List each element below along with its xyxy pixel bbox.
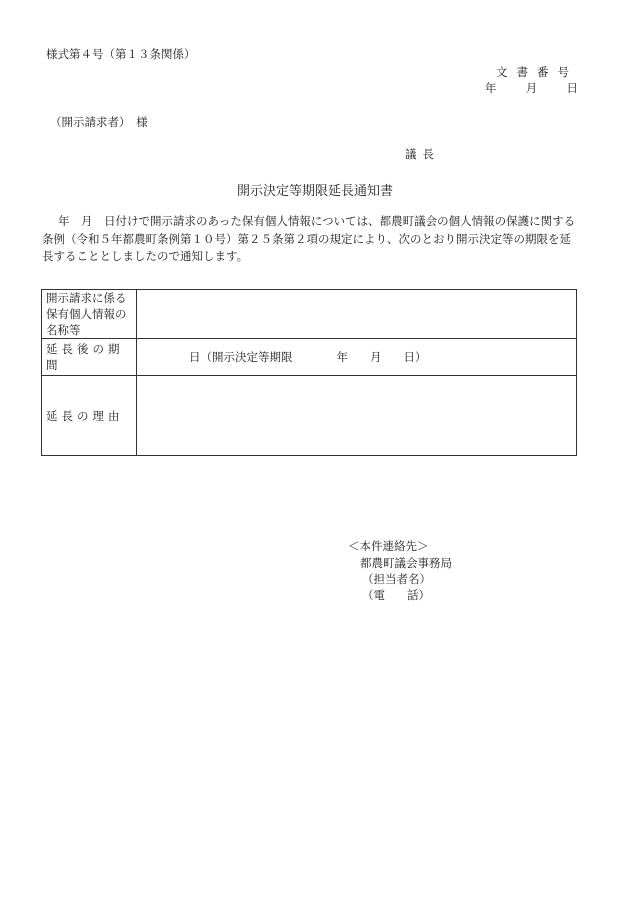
- document-number: 文書番号: [496, 65, 578, 79]
- table-row: [42, 376, 577, 456]
- contact-heading: ＜本件連絡先＞: [348, 539, 429, 553]
- chairperson-sender: 議長: [405, 147, 440, 161]
- notice-body: 年 月 日付けで開示請求のあった保有個人情報については、都農町議会の個人情報の保護に関する条例（令和５年都農町条例第１０号）第２５条第２項の規定により、次のとおり開示決定等の期限を延長することとしましたので通知します。: [42, 214, 576, 263]
- extension-reason-label: 延長の理由: [42, 376, 137, 456]
- extension-period-value: [137, 339, 577, 376]
- extension-period-label: 延長後の期間: [42, 339, 137, 376]
- phone-open: （電: [362, 588, 385, 602]
- table-row: [42, 290, 577, 339]
- period-date-close: 日）: [403, 350, 427, 364]
- extension-reason-value: [137, 376, 577, 456]
- contact-phone: [362, 587, 430, 603]
- period-day: 日（開示決定等期限: [189, 350, 293, 364]
- period-year: 年: [336, 350, 348, 364]
- requester-addressee: （開示請求者） 様: [50, 115, 148, 129]
- date-day: 日: [566, 81, 578, 95]
- table-row: [42, 339, 577, 376]
- date-year: 年: [484, 81, 497, 95]
- period-month: 月: [370, 350, 382, 364]
- page-title: 開示決定等期限延長通知書: [236, 184, 393, 199]
- contact-person: （担当者名）: [362, 572, 431, 586]
- info-name-value: [137, 290, 577, 339]
- phone-close: 話）: [407, 588, 430, 602]
- document-date: [485, 80, 578, 96]
- info-name-label: 開示請求に係る保有個人情報の名称等: [42, 290, 137, 339]
- notice-table: [41, 289, 577, 456]
- contact-office: 都農町議会事務局: [360, 556, 452, 570]
- form-number: 様式第４号（第１３条関係）: [46, 47, 196, 61]
- date-month: 月: [525, 81, 538, 95]
